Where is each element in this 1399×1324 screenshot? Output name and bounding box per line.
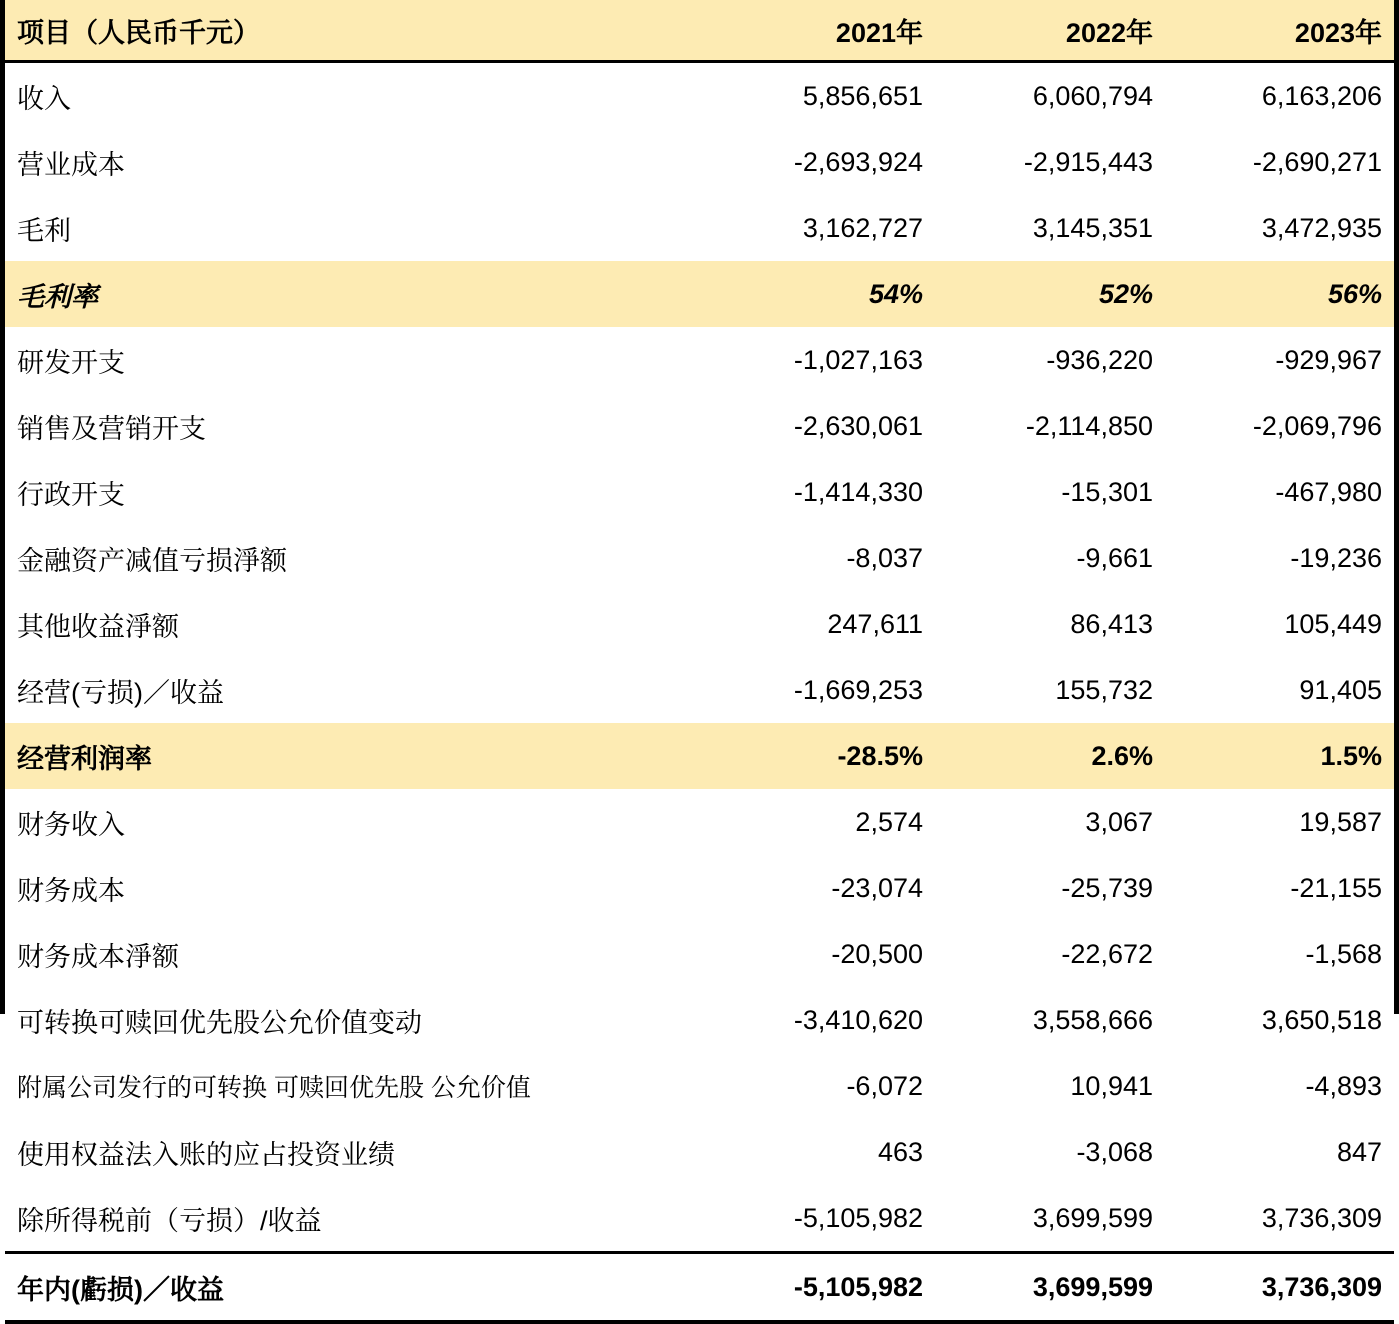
row-value: 19,587 — [1299, 806, 1382, 837]
row-value: 3,736,309 — [1165, 1253, 1394, 1323]
row-label: 销售及营销开支 — [17, 413, 206, 444]
table-row — [5, 393, 1394, 459]
row-value: -19,236 — [1290, 542, 1382, 573]
row-value: -2,114,850 — [1025, 410, 1153, 441]
row-value: -9,661 — [1076, 542, 1153, 573]
row-value: -22,672 — [1061, 938, 1153, 969]
row-label: 毛利率 — [17, 281, 98, 312]
row-value: 3,699,599 — [935, 1253, 1165, 1323]
row-label: 收入 — [17, 83, 71, 114]
row-label: 财务成本淨额 — [17, 941, 179, 972]
table-row — [5, 1119, 1394, 1185]
row-label: 行政开支 — [17, 479, 125, 510]
row-value: 91,405 — [1299, 674, 1382, 705]
row-value: 1.5% — [1320, 740, 1382, 771]
column-header-2021: 2021年 — [705, 0, 935, 62]
table-row — [5, 261, 1394, 327]
row-value: -929,967 — [1275, 344, 1382, 375]
row-value: -936,220 — [1046, 344, 1153, 375]
row-value: 6,163,206 — [1261, 80, 1382, 111]
row-value: 3,472,935 — [1261, 212, 1382, 243]
row-value: -23,074 — [831, 872, 923, 903]
table-row — [5, 1185, 1394, 1253]
table-row — [5, 1253, 1394, 1323]
row-value: 54% — [868, 278, 923, 309]
row-value: 463 — [877, 1136, 923, 1167]
table-row — [5, 789, 1394, 855]
row-value: 105,449 — [1284, 608, 1382, 639]
row-value: -2,690,271 — [1252, 146, 1382, 177]
table-row — [5, 129, 1394, 195]
row-value: 3,145,351 — [1032, 212, 1153, 243]
table-body — [5, 62, 1394, 1323]
row-value: -21,155 — [1290, 872, 1382, 903]
row-value: 3,650,518 — [1261, 1004, 1382, 1035]
table-row — [5, 1053, 1394, 1119]
header-row — [5, 0, 1394, 62]
row-label: 金融资产减值亏损淨额 — [17, 545, 287, 576]
row-value: 3,558,666 — [1032, 1004, 1153, 1035]
row-value: 5,856,651 — [802, 80, 923, 111]
row-value: -1,568 — [1305, 938, 1382, 969]
row-value: 3,736,309 — [1261, 1202, 1382, 1233]
table-header — [5, 0, 1394, 62]
row-value: -15,301 — [1061, 476, 1153, 507]
income-statement-table — [5, 0, 1394, 1324]
column-header-2022: 2022年 — [935, 0, 1165, 62]
row-label: 可转换可赎回优先股公允价值变动 — [17, 1007, 422, 1038]
row-value: 2.6% — [1091, 740, 1153, 771]
row-value: -8,037 — [846, 542, 923, 573]
row-label: 营业成本 — [17, 149, 125, 180]
row-value: -20,500 — [831, 938, 923, 969]
row-value: 2,574 — [855, 806, 923, 837]
column-header-item: 项目（人民币千元） — [5, 0, 705, 62]
table-row — [5, 657, 1394, 723]
row-label: 使用权益法入账的应占投资业绩 — [17, 1139, 395, 1170]
table-row — [5, 525, 1394, 591]
row-value: 6,060,794 — [1032, 80, 1153, 111]
row-value: -2,693,924 — [793, 146, 923, 177]
row-value: -5,105,982 — [705, 1253, 935, 1323]
table-row — [5, 987, 1394, 1053]
row-label: 研发开支 — [17, 347, 125, 378]
row-label: 其他收益淨额 — [17, 611, 179, 642]
row-label: 财务收入 — [17, 809, 125, 840]
row-value: -2,915,443 — [1023, 146, 1153, 177]
row-label: 年内(虧损)／收益 — [5, 1253, 705, 1323]
row-value: 86,413 — [1070, 608, 1153, 639]
row-value: -1,027,163 — [793, 344, 923, 375]
row-label: 财务成本 — [17, 875, 125, 906]
row-value: 3,067 — [1085, 806, 1153, 837]
table-row — [5, 855, 1394, 921]
row-value: 10,941 — [1070, 1070, 1153, 1101]
row-value: -3,068 — [1076, 1136, 1153, 1167]
row-value: -6,072 — [846, 1070, 923, 1101]
row-label: 除所得税前（亏损）/收益 — [17, 1205, 322, 1236]
row-value: 3,162,727 — [802, 212, 923, 243]
column-header-2023: 2023年 — [1165, 0, 1394, 62]
table-row — [5, 723, 1394, 789]
table-row — [5, 591, 1394, 657]
row-value: -1,669,253 — [793, 674, 923, 705]
row-value: 847 — [1336, 1136, 1382, 1167]
row-value: -4,893 — [1305, 1070, 1382, 1101]
row-label: 毛利 — [17, 215, 71, 246]
table-row — [5, 327, 1394, 393]
table-row — [5, 195, 1394, 261]
row-value: -28.5% — [837, 740, 923, 771]
row-value: 56% — [1327, 278, 1382, 309]
row-value: -2,630,061 — [793, 410, 923, 441]
row-value: -5,105,982 — [793, 1202, 923, 1233]
row-value: 155,732 — [1055, 674, 1153, 705]
row-label: 附属公司发行的可转换 可赎回优先股 公允价值 — [17, 1074, 531, 1102]
row-value: -25,739 — [1061, 872, 1153, 903]
table-row — [5, 921, 1394, 987]
row-value: 3,699,599 — [1032, 1202, 1153, 1233]
row-value: -467,980 — [1275, 476, 1382, 507]
row-value: -3,410,620 — [793, 1004, 923, 1035]
table-row — [5, 62, 1394, 130]
row-label: 经营(亏损)／收益 — [17, 677, 224, 708]
row-label: 经营利润率 — [17, 743, 152, 774]
row-value: 52% — [1098, 278, 1153, 309]
row-value: -1,414,330 — [793, 476, 923, 507]
row-value: 247,611 — [827, 608, 923, 639]
row-value: -2,069,796 — [1252, 410, 1382, 441]
table-row — [5, 459, 1394, 525]
